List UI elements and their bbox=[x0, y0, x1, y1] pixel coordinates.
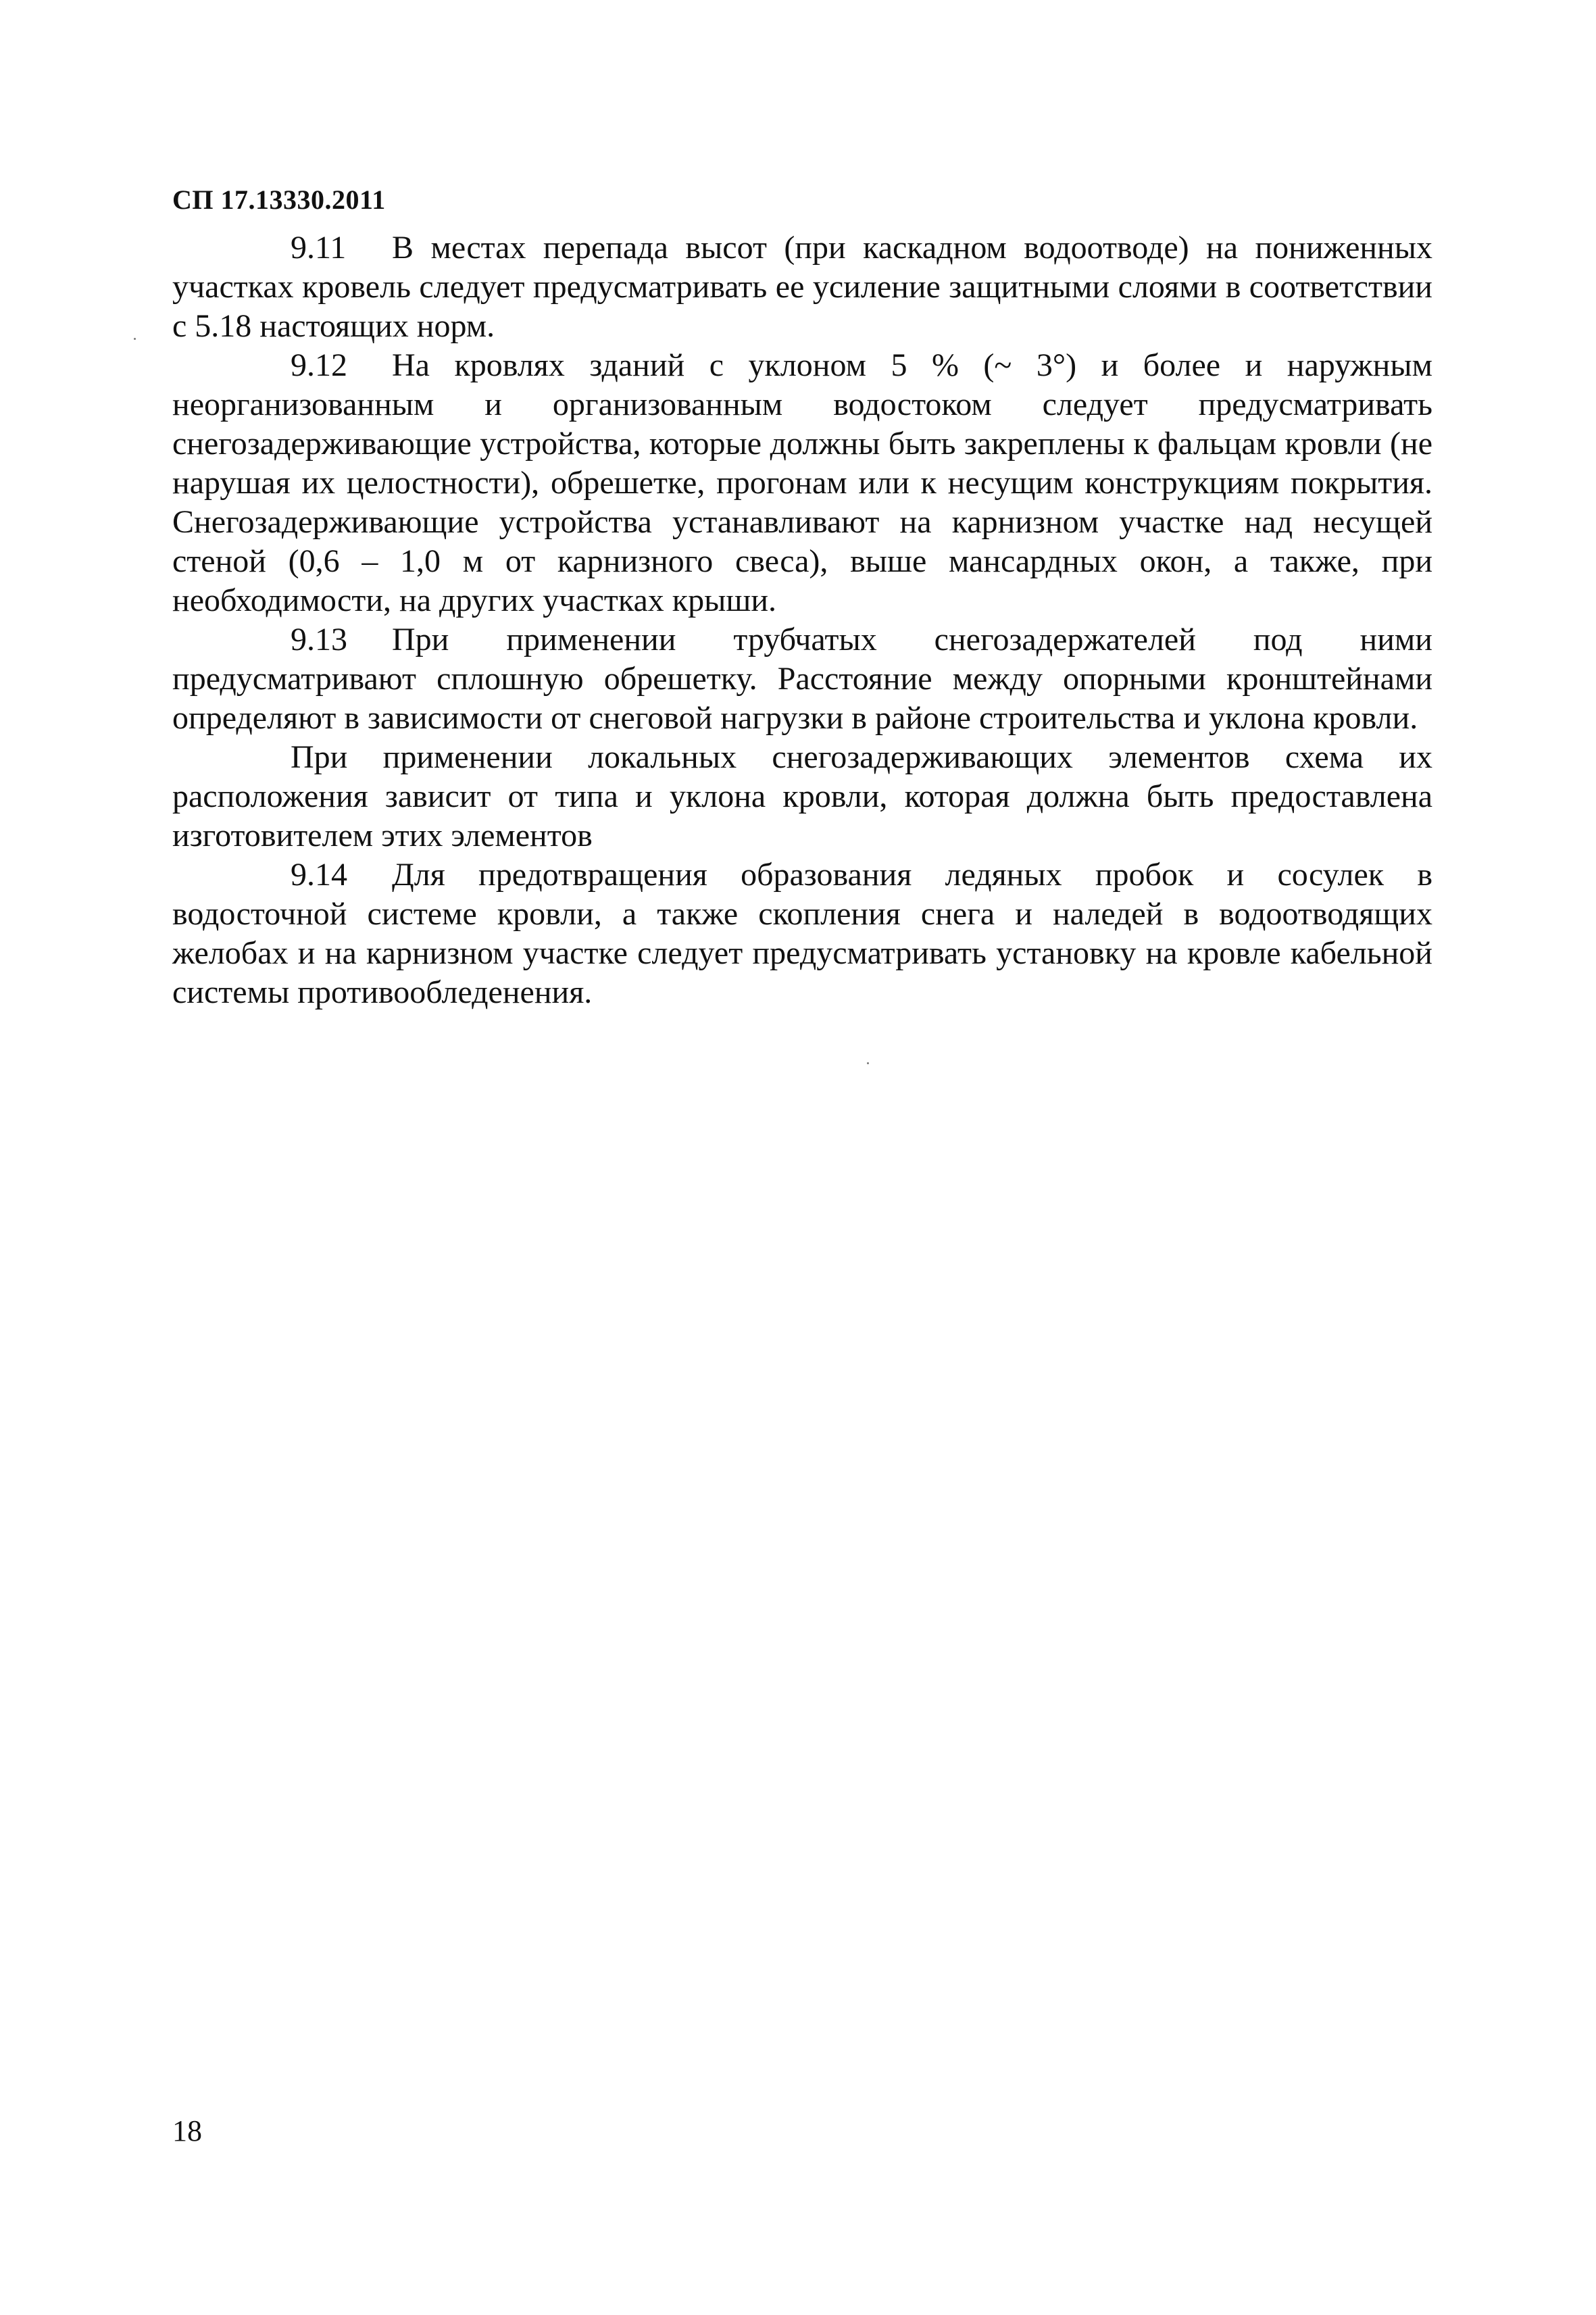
paragraph-9-11 bbox=[172, 228, 1432, 346]
paragraph-9-12 bbox=[172, 346, 1432, 620]
document-body bbox=[172, 228, 1432, 1012]
paragraph-number: 9.11 bbox=[291, 230, 347, 266]
scan-speck bbox=[134, 338, 136, 340]
paragraph-text: При применении трубчатых снегозадержателей под ними предусматривают сплошную обрешетку. Расстояние между опорными кронштейнами определяют в зависимости от снеговой нагрузки в районе строительства и уклона кровли. bbox=[172, 622, 1432, 736]
paragraph-text: При применении локальных снегозадерживающих элементов схема их расположения зависит от типа и уклона кровли, которая должна быть предоставлена изготовителем этих элементов bbox=[172, 739, 1432, 853]
paragraph-number: 9.13 bbox=[291, 622, 347, 657]
paragraph-number: 9.14 bbox=[291, 857, 347, 893]
paragraph-local-elements bbox=[172, 738, 1432, 855]
paragraph-text: На кровлях зданий с уклоном 5 % (~ 3°) и более и наружным неорганизованным и организованным водостоком следует предусматривать снегозадерживающие устройства, которые должны быть закреплены к фальцам кровли (не нарушая их целостности), обрешетке, прогонам или к несущим конструкциям покрытия. Снегозадерживающие устройства устанавливают на карнизном участке над несущей стеной (0,6 – 1,0 м от карнизного свеса), выше мансардных окон, а также, при необходимости, на других участках крыши. bbox=[172, 347, 1432, 618]
paragraph-text: Для предотвращения образования ледяных пробок и сосулек в водосточной системе кровли, а также скопления снега и наледей в водоотводящих желобах и на карнизном участке следует предусматривать установку на кровле кабельной системы противообледенения. bbox=[172, 857, 1432, 1010]
document-code-header: СП 17.13330.2011 bbox=[172, 184, 386, 215]
paragraph-9-14 bbox=[172, 855, 1432, 1012]
paragraph-number: 9.12 bbox=[291, 347, 347, 383]
scan-speck bbox=[867, 1062, 869, 1064]
paragraph-9-13 bbox=[172, 620, 1432, 738]
page-number: 18 bbox=[172, 2114, 202, 2147]
paragraph-text: В местах перепада высот (при каскадном водоотводе) на пониженных участках кровель следует предусматривать ее усиление защитными слоями в соответствии с 5.18 настоящих норм. bbox=[172, 230, 1432, 344]
